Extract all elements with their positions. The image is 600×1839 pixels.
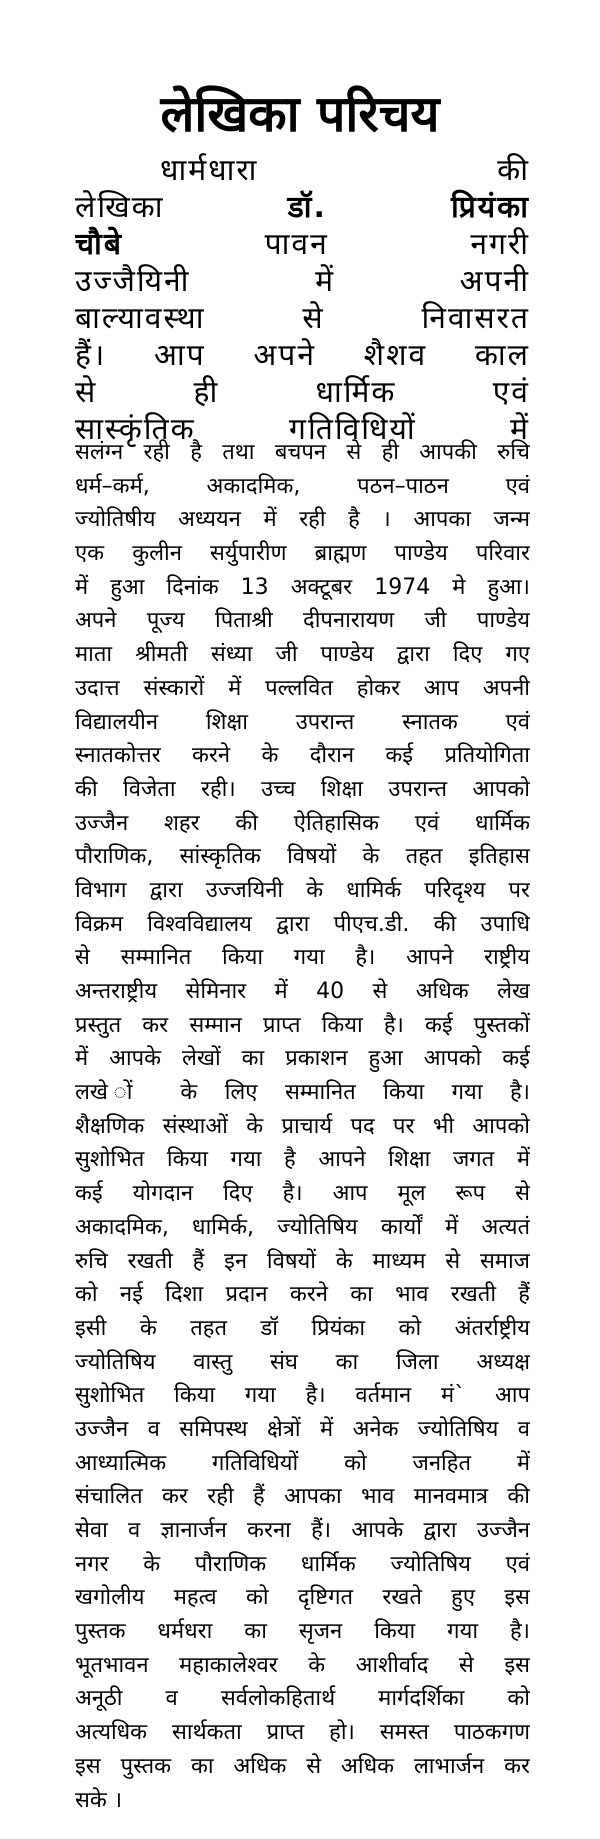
text-line: प्रस्तुत कर सम्मान प्राप्त किया है। कई पुस्तकों bbox=[75, 1012, 530, 1038]
text-line: ज्योतिषीय अध्ययन में रही है । आपका जन्म bbox=[75, 507, 530, 533]
text-line: में हुआ दिनांक 13 अक्टूबर 1974 मे हुआ। bbox=[75, 574, 530, 600]
text-line: माता श्रीमती संध्या जी पाण्डेय द्वारा दिए गए bbox=[75, 642, 530, 668]
text-line: अत्यधिक सार्थकता प्राप्त हो। समस्त पाठकगण bbox=[75, 1720, 530, 1746]
text-line: से सम्मानित किया गया है। आपने राष्ट्रीय bbox=[75, 945, 530, 971]
text-line: की विजेता रही। उच्च शिक्षा उपरान्त आपको bbox=[75, 776, 530, 802]
text-line: से ही धार्मिक एवं bbox=[75, 375, 530, 410]
text-line: विद्यालयीन शिक्षा उपरान्त स्नातक एवं bbox=[75, 709, 530, 735]
text-line: उज्जैन शहर की ऐतिहासिक एवं धार्मिक bbox=[75, 810, 530, 836]
text-line: चौबे पावन नगरी bbox=[75, 227, 530, 262]
text-line: में आपके लेखों का प्रकाशन हुआ आपको कई bbox=[75, 1046, 530, 1072]
text-line: रुचि रखती हैं इन विषयों के माध्यम से समाज bbox=[75, 1248, 530, 1274]
text-line: पौराणिक, सांस्कृतिक विषयों के तहत इतिहास bbox=[75, 844, 530, 870]
text-line: ज्योतिषिय वास्तु संघ का जिला अध्यक्ष bbox=[75, 1349, 530, 1375]
text-line: सुशोभित किया गया है। वर्तमान मं` आप bbox=[75, 1383, 530, 1409]
text-line: लखे ों के लिए सम्मानित किया गया है। bbox=[75, 1080, 530, 1106]
text-line: अन्तराष्ट्रीय सेमिनार में 40 से अधिक लेख bbox=[75, 979, 530, 1004]
text-line: लेखिका डॉ. प्रियंका bbox=[75, 190, 530, 225]
text-line: सके । bbox=[75, 1787, 123, 1813]
page-title: लेखिका परिचय bbox=[160, 84, 440, 143]
intro-paragraph bbox=[75, 152, 530, 448]
text-line: सेवा व ज्ञानार्जन करना हैं। आपके द्वारा उज्जैन bbox=[75, 1518, 530, 1543]
text-line: अकादमिक, धामिर्क, ज्योतिषिय कार्यों में अत्यतं bbox=[75, 1214, 530, 1240]
text-line: सास्कृंतिक गतिविधियों में bbox=[75, 412, 530, 447]
text-line: एक कुलीन सर्युपारीण ब्राह्मण पाण्डेय परिवार bbox=[75, 541, 530, 567]
text-line: हैं। आप अपने शैशव काल bbox=[75, 338, 530, 373]
text-line: स्नातकोत्तर करने के दौरान कई प्रतियोगिता bbox=[75, 743, 530, 769]
text-line: नगर के पौराणिक धार्मिक ज्योतिषिय एवं bbox=[75, 1551, 530, 1577]
text-line: कई योगदान दिए है। आप मूल रूप से bbox=[75, 1181, 530, 1207]
text-line: सुशोभित किया गया है आपने शिक्षा जगत में bbox=[75, 1147, 530, 1173]
text-line: इसी के तहत डॉ प्रियंका को अंतर्राष्ट्रीय bbox=[75, 1315, 530, 1341]
text-line: अनूठी व सर्वलोकहितार्थ मार्गदर्शिका को bbox=[75, 1686, 530, 1712]
text-line: पुस्तक धर्मधरा का सृजन किया गया है। bbox=[75, 1619, 530, 1645]
text-line: विक्रम विश्वविद्यालय द्वारा पीएच.डी. की उपाधि bbox=[75, 911, 530, 937]
text-line: धर्म–कर्म, अकादमिक, पठन–पाठन एवं bbox=[75, 473, 530, 499]
text-line: विभाग द्वारा उज्जयिनी के धामिर्क परिदृश्य पर bbox=[75, 877, 530, 903]
text-line: को नई दिशा प्रदान करने का भाव रखती हैं bbox=[75, 1282, 530, 1308]
text-line: बाल्यावस्था से निवासरत bbox=[75, 301, 530, 336]
text-line: अपने पूज्य पिताश्री दीपनारायण जी पाण्डेय bbox=[75, 608, 530, 634]
text-line: उज्जैयिनी में अपनी bbox=[75, 264, 530, 299]
text-line: संचालित कर रही हैं आपका भाव मानवमात्र की bbox=[75, 1484, 530, 1510]
text-line: खगोलीय महत्व को दृष्टिगत रखते हुए इस bbox=[75, 1585, 530, 1611]
text-line: सलंग्न रही है तथा बचपन से ही आपकी रुचि bbox=[75, 440, 530, 465]
text-line: उज्जैन व समिपस्थ क्षेत्रों में अनेक ज्योतिषिय व bbox=[75, 1416, 530, 1442]
body-paragraph bbox=[75, 436, 530, 1817]
text-line: आध्यात्मिक गतिविधियों को जनहित में bbox=[75, 1450, 530, 1476]
text-line: इस पुस्तक का अधिक से अधिक लाभार्जन कर bbox=[75, 1753, 530, 1779]
text-line: भूतभावन महाकालेश्वर के आशीर्वाद से इस bbox=[75, 1652, 530, 1678]
text-line: धार्मधारा की bbox=[160, 153, 530, 188]
text-line: उदात्त संस्कारों में पल्लवित होकर आप अपनी bbox=[75, 675, 530, 701]
text-line: शैक्षणिक संस्थाओं के प्राचार्य पद पर भी आपको bbox=[75, 1113, 530, 1139]
